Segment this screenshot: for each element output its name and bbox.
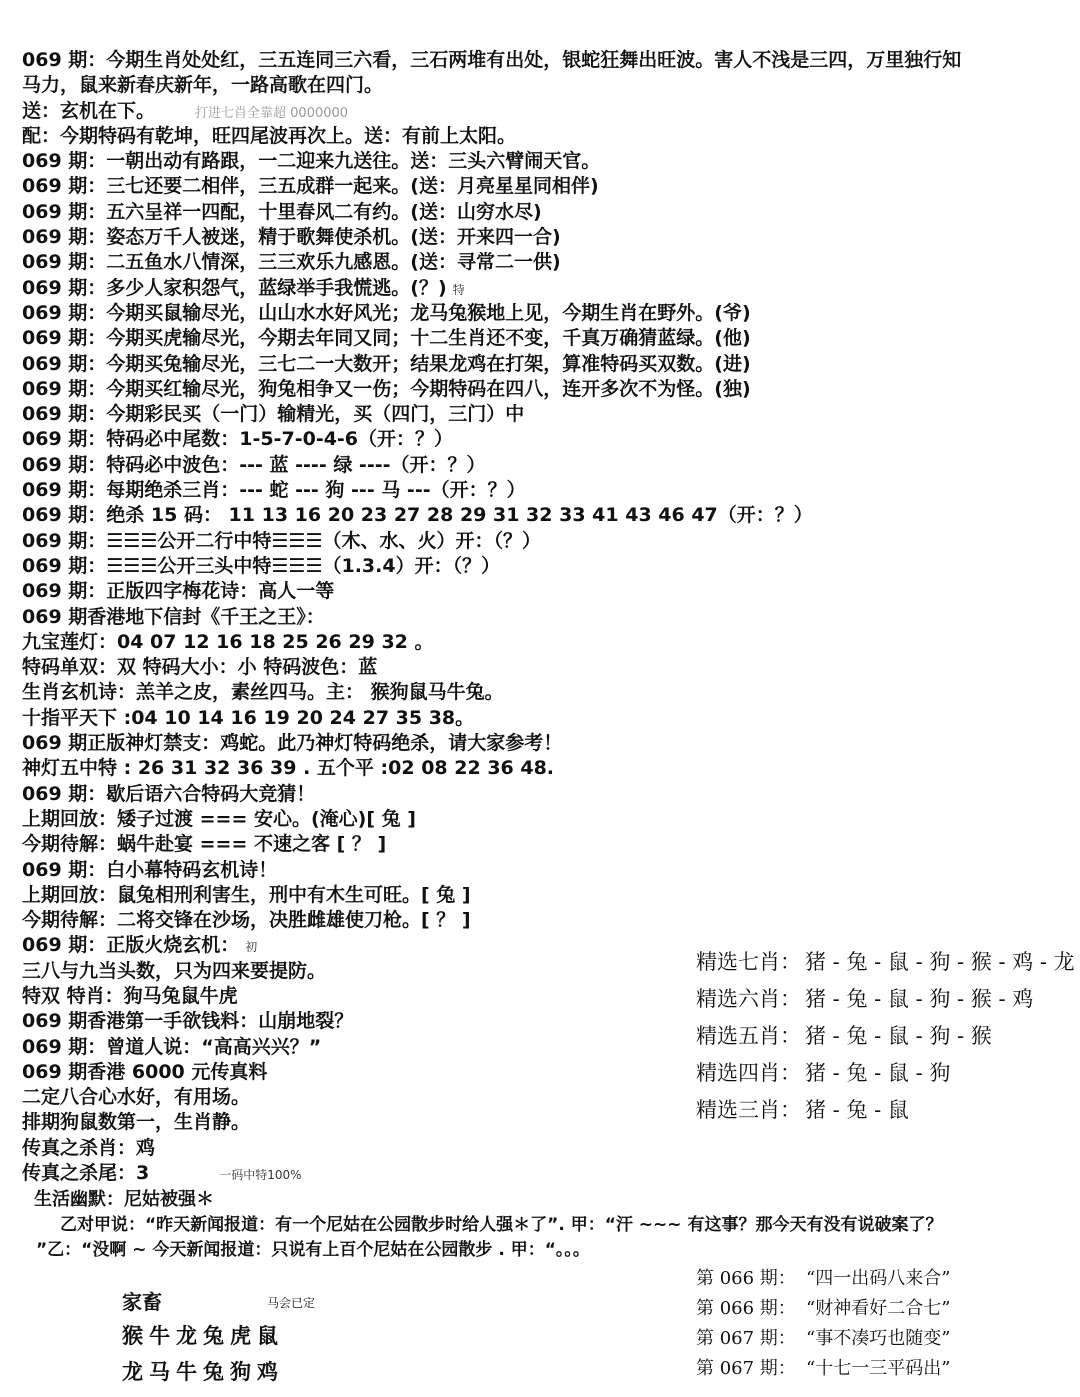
text-line: 069 期：特码必中尾数：1-5-7-0-4-6（开：？）	[22, 428, 454, 451]
selection-label: 精选五肖：	[696, 1024, 801, 1048]
history-period: 第 067 期：	[696, 1328, 796, 1349]
selection-row	[696, 981, 1076, 1018]
selection-row	[696, 944, 1076, 981]
text-line: 传真之杀肖：鸡	[22, 1136, 156, 1159]
livestock-row: 猴牛龙兔虎鼠	[122, 1323, 284, 1348]
text-line: 069 期：每期绝杀三肖：--- 蛇 --- 狗 --- 马 ---（开：？）	[22, 479, 526, 502]
text-line: 069 期：绝杀 15 码： 11 13 16 20 23 27 28 29 31 32 33 41 43 46 47（开：？）	[22, 504, 813, 527]
text-line: 069 期：姿态万千人被迷，精于歌舞使杀机。(送：开来四一合)	[22, 226, 561, 249]
small-note: 初	[245, 940, 258, 955]
history-list	[696, 1264, 1076, 1384]
selection-list	[696, 944, 1076, 1129]
small-note: 一码中特100%	[219, 1168, 302, 1183]
text-line: 069 期：正版四字梅花诗：高人一等	[22, 580, 335, 603]
history-text: “财神看好二合七”	[806, 1298, 951, 1319]
text-line: 069 期：歇后语六合特码大竞猜！	[22, 782, 316, 805]
text-line: 069 期香港 6000 元传真料	[22, 1060, 268, 1083]
history-row	[696, 1294, 1076, 1324]
history-row	[696, 1264, 1076, 1294]
selection-values: 猪 - 兔 - 鼠 - 狗 - 猴 - 鸡	[805, 987, 1034, 1011]
text-line: 069 期：特码必中波色：--- 蓝 ---- 绿 ----（开：？）	[22, 453, 486, 476]
text-line: 069 期：三七还要二相伴，三五成群一起来。(送：月亮星星同相伴)	[22, 175, 599, 198]
text-line: 069 期：今期彩民买（一门）输精光，买（四门，三门）中	[22, 403, 525, 426]
selection-values: 猪 - 兔 - 鼠 - 狗 - 猴 - 鸡 - 龙	[805, 950, 1075, 974]
text-line: 生肖玄机诗：羔羊之皮，素丝四马。主： 猴狗鼠马牛兔。	[22, 681, 504, 704]
text-line: 069 期：今期买鼠输尽光，山山水水好风光；龙马兔猴地上见，今期生肖在野外。(爷)	[22, 301, 751, 324]
text-line: 069 期正版神灯禁支：鸡蛇。此乃神灯特码绝杀，请大家参考！	[22, 732, 563, 755]
selection-row	[696, 1092, 1076, 1129]
text-line-content: 069 期：正版火烧玄机：	[22, 934, 240, 957]
text-line: 三八与九当头数，只为四来要提防。	[22, 959, 327, 982]
text-line: 排期狗鼠数第一，生肖静。	[22, 1111, 251, 1134]
text-line-content: 送：玄机在下。	[22, 99, 156, 122]
text-line: 069 期：白小幕特码玄机诗！	[22, 858, 278, 881]
text-line: 今期待解：二将交锋在沙场，决胜雌雄使刀枪。[ ？ ]	[22, 909, 471, 932]
text-line: 十指平天下 :04 10 14 16 19 20 24 27 35 38。	[22, 706, 475, 729]
text-line: 069 期：今期买兔输尽光，三七二一大数开；结果龙鸡在打架，算准特码买双数。(进)	[22, 352, 751, 375]
text-line	[22, 99, 1072, 124]
joke-line: ”乙：“没啊 ~ 今天新闻报道：只说有上百个尼姑在公园散步 . 甲：“。。。	[36, 1240, 590, 1260]
history-text: “四一出码八来合”	[806, 1268, 951, 1289]
text-line-content: 069 期：多少人家积怨气，蓝绿举手我慌逃。(？)	[22, 276, 447, 299]
text-line: 069 期：☰☰☰公开三头中特☰☰☰（1.3.4）开：（？）	[22, 554, 501, 577]
text-line: 069 期：一朝出动有路跟，一二迎来九送往。送：三头六臂闹天官。	[22, 150, 601, 173]
text-line	[22, 1161, 1072, 1186]
text-line: 今期待解：蜗牛赴宴 === 不速之客 [ ？ ]	[22, 833, 387, 856]
text-line: 特码单双：双 特码大小：小 特码波色：蓝	[22, 656, 378, 679]
text-line: 069 期：☰☰☰公开二行中特☰☰☰（木、水、火）开：（？）	[22, 529, 541, 552]
history-text: “事不凑巧也随变”	[806, 1328, 951, 1349]
selection-values: 猪 - 兔 - 鼠 - 狗	[805, 1061, 951, 1085]
history-period: 第 067 期：	[696, 1358, 796, 1379]
text-line: 二定八合心水好，有用场。	[22, 1086, 251, 1109]
selection-row	[696, 1055, 1076, 1092]
text-line: 069 期：今期买红输尽光，狗兔相争又一伤；今期特码在四八，连开多次不为怪。(独)	[22, 377, 751, 400]
selection-label: 精选三肖：	[696, 1098, 801, 1122]
history-text: “十七一三平码出”	[806, 1358, 951, 1379]
selection-values: 猪 - 兔 - 鼠	[805, 1098, 909, 1122]
text-line: 神灯五中特 : 26 31 32 36 39 . 五个平 :02 08 22 36 48.	[22, 757, 555, 780]
selection-label: 精选四肖：	[696, 1061, 801, 1085]
history-period: 第 066 期：	[696, 1298, 796, 1319]
selection-values: 猪 - 兔 - 鼠 - 狗 - 猴	[805, 1024, 992, 1048]
joke-title: 生活幽默：尼姑被强＊	[34, 1189, 214, 1210]
text-line: 上期回放：矮子过渡 === 安心。(淹心)[ 兔 ]	[22, 807, 416, 830]
text-line: 马力，鼠来新春庆新年，一路高歌在四门。	[22, 74, 384, 97]
joke-line: 乙对甲说：“昨天新闻报道：有一个尼姑在公园散步时给人强＊了”. 甲：“汗 ~~~ 有这事？那今天有没有说破案了？	[60, 1215, 943, 1235]
livestock-title: 家畜	[122, 1290, 162, 1314]
livestock-note: 马会已定	[267, 1296, 316, 1310]
faded-note: 打进七肖全靠超 0000000	[195, 105, 349, 121]
text-line: 特双 特肖：狗马兔鼠牛虎	[22, 984, 238, 1007]
text-line-content: 传真之杀尾：3	[22, 1162, 150, 1185]
history-period: 第 066 期：	[696, 1268, 796, 1289]
selection-row	[696, 1018, 1076, 1055]
small-note: 特	[452, 282, 465, 297]
text-line	[22, 276, 1072, 301]
livestock-row: 龙马牛兔狗鸡	[122, 1359, 284, 1384]
text-line: 上期回放：鼠兔相刑利害生，刑中有木生可旺。[ 兔 ]	[22, 883, 471, 906]
text-line: 配：今期特码有乾坤，旺四尾波再次上。送：有前上太阳。	[22, 124, 517, 147]
text-line: 069 期：今期买虎输尽光，今期去年同又同；十二生肖还不变，千真万确猜蓝绿。(他)	[22, 327, 751, 350]
text-line: 069 期：五六呈祥一四配，十里春风二有约。(送：山穷水尽)	[22, 200, 542, 223]
livestock-box	[122, 1286, 342, 1387]
selection-label: 精选六肖：	[696, 987, 801, 1011]
text-line: 九宝莲灯：04 07 12 16 18 25 26 29 32 。	[22, 630, 434, 653]
text-line: 069 期：今期生肖处处红，三五连同三六看，三石两堆有出处，银蛇狂舞出旺波。害人不浅是三四，万里独行知	[22, 49, 962, 71]
history-row	[696, 1324, 1076, 1354]
text-line: 069 期香港第一手欲钱料：山崩地裂？	[22, 1010, 354, 1033]
history-row	[696, 1354, 1076, 1384]
selection-label: 精选七肖：	[696, 950, 801, 974]
text-line: 069 期香港地下信封《千王之王》：	[22, 605, 325, 628]
text-line: 069 期：二五鱼水八情深，三三欢乐九感恩。(送：寻常二一供)	[22, 251, 561, 274]
text-line: 069 期：曾道人说：“高高兴兴？”	[22, 1035, 322, 1058]
